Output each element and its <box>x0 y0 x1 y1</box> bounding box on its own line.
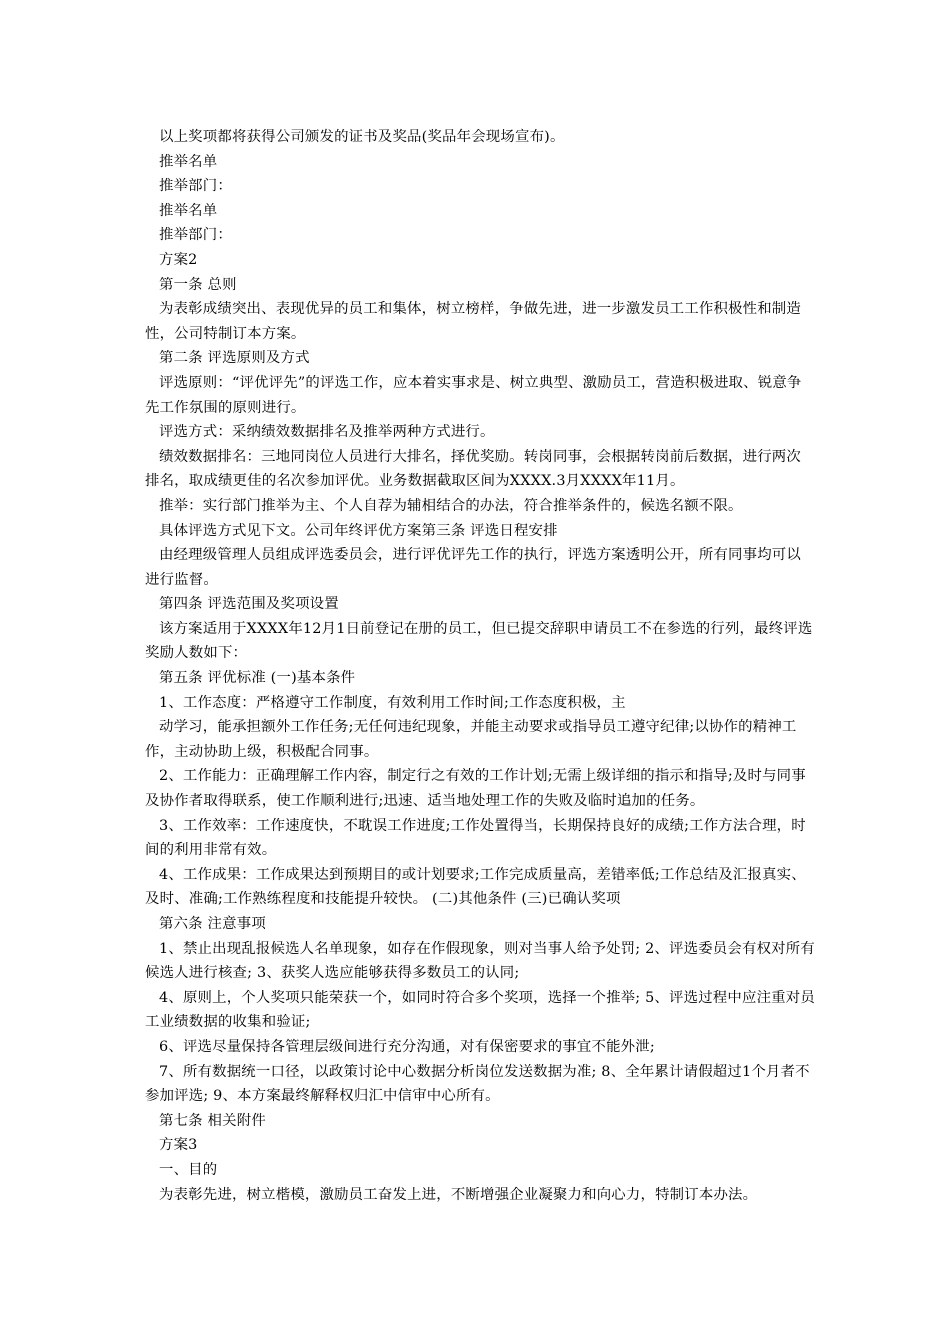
paragraph-nomination-list-1: 推举名单 <box>159 153 218 170</box>
paragraph-notes-6: 6、评选尽量保持各管理层级间进行充分沟通，对有保密要求的事宜不能外泄; <box>159 1038 655 1055</box>
paragraph-selection-principle: 评选原则：“评优评先”的评选工作，应本着实事求是、树立典型、激励员工，营造积极进取、锐意争先工作氛围的原则进行。 <box>145 374 802 416</box>
heading-article-2: 第二条 评选原则及方式 <box>159 350 310 367</box>
paragraph-notes-4-5: 4、原则上，个人奖项只能荣获一个，如同时符合多个奖项，选择一个推举; 5、评选过程中应注重对员工业绩数据的收集和验证; <box>145 989 815 1031</box>
paragraph-work-results: 4、工作成果：工作成果达到预期目的或计划要求;工作完成质量高，差错率低;工作总结及汇报真实、及时、准确;工作熟练程度和技能提升较快。 (二)其他条件 (三)已确认奖项 <box>145 866 806 908</box>
paragraph-article-3-heading: 具体评选方式见下文。公司年终评优方案第三条 评选日程安排 <box>159 522 558 539</box>
paragraph-notes-7-9: 7、所有数据统一口径，以政策讨论中心数据分析岗位发送数据为准; 8、全年累计请假超过1个月者不参加评选; 9、本方案最终解释权归汇中信审中心所有。 <box>145 1063 810 1105</box>
paragraph-recommendation: 推举：实行部门推举为主、个人自荐为辅相结合的办法，符合推举条件的，候选名额不限。 <box>159 497 743 514</box>
paragraph-notes-1-3: 1、禁止出现乱报候选人名单现象，如存在作假现象，则对当事人给予处罚; 2、评选委员会有权对所有候选人进行核查; 3、获奖人选应能够获得多数员工的认同; <box>145 940 815 982</box>
paragraph-article-1-body: 为表彰成绩突出、表现优异的员工和集体，树立榜样，争做先进，进一步激发员工工作积极性和制造性，公司特制订本方案。 <box>145 301 801 342</box>
heading-plan-3: 方案3 <box>159 1137 198 1154</box>
paragraph-selection-method: 评选方式：采纳绩效数据排名及推举两种方式进行。 <box>159 424 495 441</box>
heading-article-1: 第一条 总则 <box>159 276 237 293</box>
paragraph-work-attitude: 1、工作态度：严格遵守工作制度，有效利用工作时间;工作态度积极，主 <box>159 694 626 711</box>
paragraph-work-ability: 2、工作能力：正确理解工作内容，制定行之有效的工作计划;无需上级详细的指示和指导;及时与同事及协作者取得联系，使工作顺利进行;迅速、适当地处理工作的失败及临时追加的任务。 <box>145 768 806 810</box>
heading-article-7: 第七条 相关附件 <box>159 1112 266 1129</box>
paragraph-nomination-dept-2: 推举部门： <box>159 227 232 244</box>
paragraph-nomination-dept-1: 推举部门： <box>159 178 232 195</box>
heading-article-4: 第四条 评选范围及奖项设置 <box>159 596 339 613</box>
heading-purpose: 一、目的 <box>159 1161 218 1178</box>
paragraph-performance-ranking: 绩效数据排名：三地同岗位人员进行大排名，择优奖励。转岗同事，会根据转岗前后数据，进行两次排名，取成绩更佳的名次参加评优。业务数据截取区间为XXXX.3月XXXX年11月。 <box>145 448 801 490</box>
paragraph-committee: 由经理级管理人员组成评选委员会，进行评优评先工作的执行，评选方案透明公开，所有同事均可以进行监督。 <box>145 547 801 588</box>
heading-article-5: 第五条 评优标准 (一)基本条件 <box>159 670 356 687</box>
paragraph-scope: 该方案适用于XXXX年12月1日前登记在册的员工，但已提交辞职申请员工不在参选的行列，最终评选奖励人数如下： <box>145 620 813 662</box>
paragraph-nomination-list-2: 推举名单 <box>159 202 218 219</box>
document-body <box>145 125 815 1207</box>
heading-plan-2: 方案2 <box>159 251 198 268</box>
paragraph-purpose-body: 为表彰先进，树立楷模，激励员工奋发上进，不断增强企业凝聚力和向心力，特制订本办法。 <box>159 1186 758 1203</box>
paragraph-work-attitude-cont: 动学习，能承担额外工作任务;无任何违纪现象，并能主动要求或指导员工遵守纪律;以协作的精神工作，主动协助上级，积极配合同事。 <box>145 719 797 760</box>
heading-article-6: 第六条 注意事项 <box>159 916 266 932</box>
paragraph-work-efficiency: 3、工作效率：工作速度快，不耽误工作进度;工作处置得当，长期保持良好的成绩;工作方法合理，时间的利用非常有效。 <box>145 817 806 859</box>
paragraph-award-notice: 以上奖项都将获得公司颁发的证书及奖品(奖品年会现场宣布)。 <box>159 129 565 145</box>
